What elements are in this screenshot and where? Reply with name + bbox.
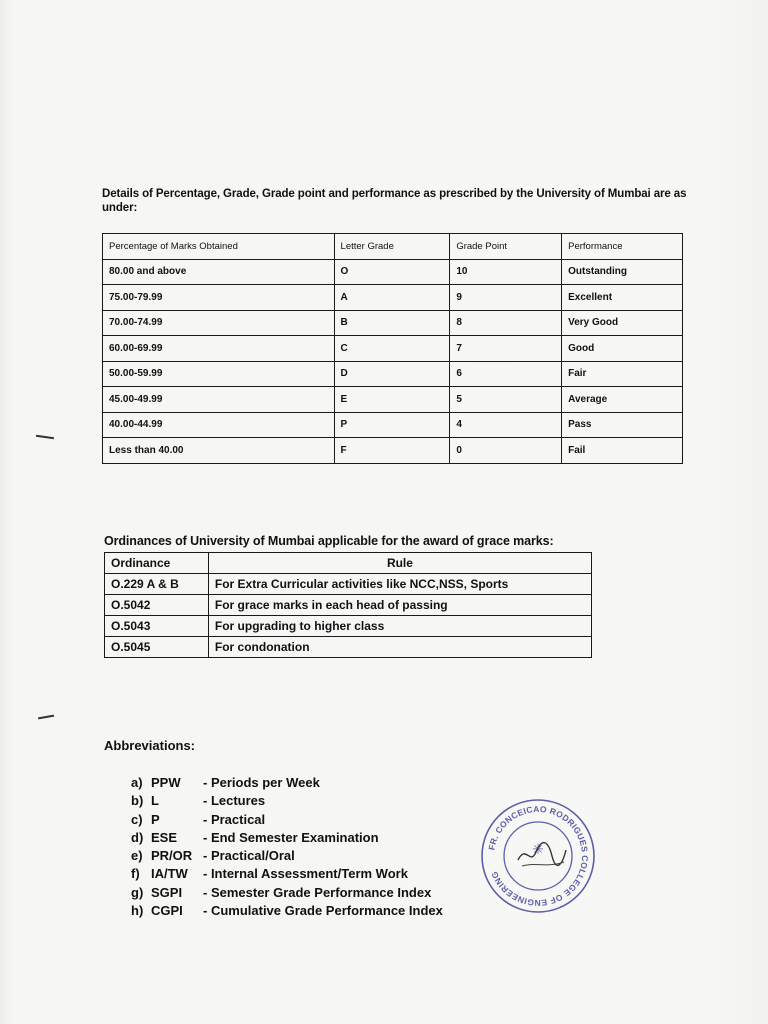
abbreviation-meaning: - Internal Assessment/Term Work <box>203 866 408 882</box>
table-cell: Performance <box>562 234 683 260</box>
intro-paragraph: Details of Percentage, Grade, Grade point and performance as prescribed by the University of Mumbai are as under: <box>102 188 687 214</box>
table-cell: 80.00 and above <box>103 259 335 285</box>
list-item <box>131 884 443 902</box>
abbreviation-meaning: - Periods per Week <box>203 775 320 790</box>
table-row <box>103 336 683 362</box>
table-cell: A <box>334 285 450 311</box>
table-cell: For Extra Curricular activities like NCC,NSS, Sports <box>208 574 591 595</box>
margin-mark <box>36 435 54 439</box>
table-cell: Grade Point <box>450 234 562 260</box>
table-cell: 10 <box>450 259 562 285</box>
table-cell: Ordinance <box>105 553 209 574</box>
table-cell: Rule <box>208 553 591 574</box>
table-cell: Excellent <box>562 285 683 311</box>
table-cell: For upgrading to higher class <box>208 616 591 637</box>
table-cell: For condonation <box>208 637 591 658</box>
table-cell: 6 <box>450 361 562 387</box>
item-letter: c) <box>131 811 143 827</box>
table-cell: 70.00-74.99 <box>103 310 335 336</box>
table-cell: Fair <box>562 361 683 387</box>
table-cell: 4 <box>450 412 562 438</box>
table-cell: P <box>334 412 450 438</box>
table-row <box>105 595 592 616</box>
abbreviation-meaning: - Cumulative Grade Performance Index <box>203 903 443 919</box>
table-cell: 5 <box>450 387 562 413</box>
item-letter: h) <box>131 903 144 919</box>
list-item <box>131 811 443 829</box>
abbreviation-meaning: - Practical/Oral <box>203 848 295 864</box>
table-cell: O.5042 <box>105 595 209 616</box>
list-item <box>131 792 443 810</box>
item-letter: f) <box>131 866 140 882</box>
table-row <box>103 412 683 438</box>
table-cell: 8 <box>450 310 562 336</box>
table-cell: O.5043 <box>105 616 209 637</box>
list-item <box>131 774 443 792</box>
table-cell: C <box>334 336 450 362</box>
table-cell: 0 <box>450 438 562 464</box>
table-cell: 45.00-49.99 <box>103 387 335 413</box>
item-letter: d) <box>131 829 144 845</box>
table-row <box>103 285 683 311</box>
table-cell: For grace marks in each head of passing <box>208 595 591 616</box>
abbreviation-meaning: - End Semester Examination <box>203 829 379 845</box>
table-cell: Percentage of Marks Obtained <box>103 234 335 260</box>
ordinance-table <box>104 552 592 658</box>
table-cell: 40.00-44.99 <box>103 412 335 438</box>
list-item <box>131 865 443 883</box>
ordinance-title: Ordinances of University of Mumbai applicable for the award of grace marks: <box>104 534 554 548</box>
item-letter: g) <box>131 884 144 900</box>
table-cell: 9 <box>450 285 562 311</box>
table-cell: Outstanding <box>562 259 683 285</box>
abbreviation-code: ESE <box>151 829 178 845</box>
table-cell: O.229 A & B <box>105 574 209 595</box>
table-cell: B <box>334 310 450 336</box>
abbreviation-code: PPW <box>151 775 181 790</box>
table-row <box>103 387 683 413</box>
abbreviations-title: Abbreviations: <box>104 738 196 753</box>
table-row <box>103 310 683 336</box>
grade-table <box>102 233 683 464</box>
stamp-ring-text: FR. CONCEICAO RODRIGUES COLLEGE OF ENGINEERING <box>486 803 591 909</box>
table-row <box>103 259 683 285</box>
list-item <box>131 902 443 920</box>
table-cell: Good <box>562 336 683 362</box>
table-cell: Letter Grade <box>334 234 450 260</box>
table-cell: E <box>334 387 450 413</box>
item-letter: a) <box>131 775 143 790</box>
table-row <box>103 438 683 464</box>
abbreviation-meaning: - Lectures <box>203 793 266 809</box>
table-cell: O <box>334 259 450 285</box>
table-cell: 7 <box>450 336 562 362</box>
table-cell: O.5045 <box>105 637 209 658</box>
svg-text:✳: ✳ <box>532 843 544 858</box>
table-cell: Fail <box>562 438 683 464</box>
grade-table-header-row <box>103 234 683 260</box>
table-cell: 60.00-69.99 <box>103 336 335 362</box>
margin-mark <box>38 715 54 719</box>
abbreviation-code: IA/TW <box>151 866 188 882</box>
abbreviation-code: PR/OR <box>151 848 193 864</box>
abbreviation-code: P <box>151 811 160 827</box>
list-item <box>131 847 443 865</box>
ordinance-table-header-row <box>105 553 592 574</box>
college-seal-stamp <box>478 796 598 916</box>
abbreviation-meaning: - Practical <box>203 811 266 827</box>
table-cell: 50.00-59.99 <box>103 361 335 387</box>
table-cell: Pass <box>562 412 683 438</box>
abbreviation-code: SGPI <box>151 884 183 900</box>
table-row <box>105 616 592 637</box>
table-row <box>105 574 592 595</box>
table-row <box>105 637 592 658</box>
item-letter: b) <box>131 793 144 809</box>
abbreviation-meaning: - Semester Grade Performance Index <box>203 884 432 900</box>
list-item <box>131 829 443 847</box>
abbreviations-list <box>131 774 443 920</box>
table-row <box>103 361 683 387</box>
table-cell: Less than 40.00 <box>103 438 335 464</box>
abbreviation-code: L <box>151 793 159 809</box>
item-letter: e) <box>131 848 143 864</box>
table-cell: Very Good <box>562 310 683 336</box>
table-cell: F <box>334 438 450 464</box>
table-cell: D <box>334 361 450 387</box>
abbreviation-code: CGPI <box>151 903 183 919</box>
table-cell: Average <box>562 387 683 413</box>
table-cell: 75.00-79.99 <box>103 285 335 311</box>
